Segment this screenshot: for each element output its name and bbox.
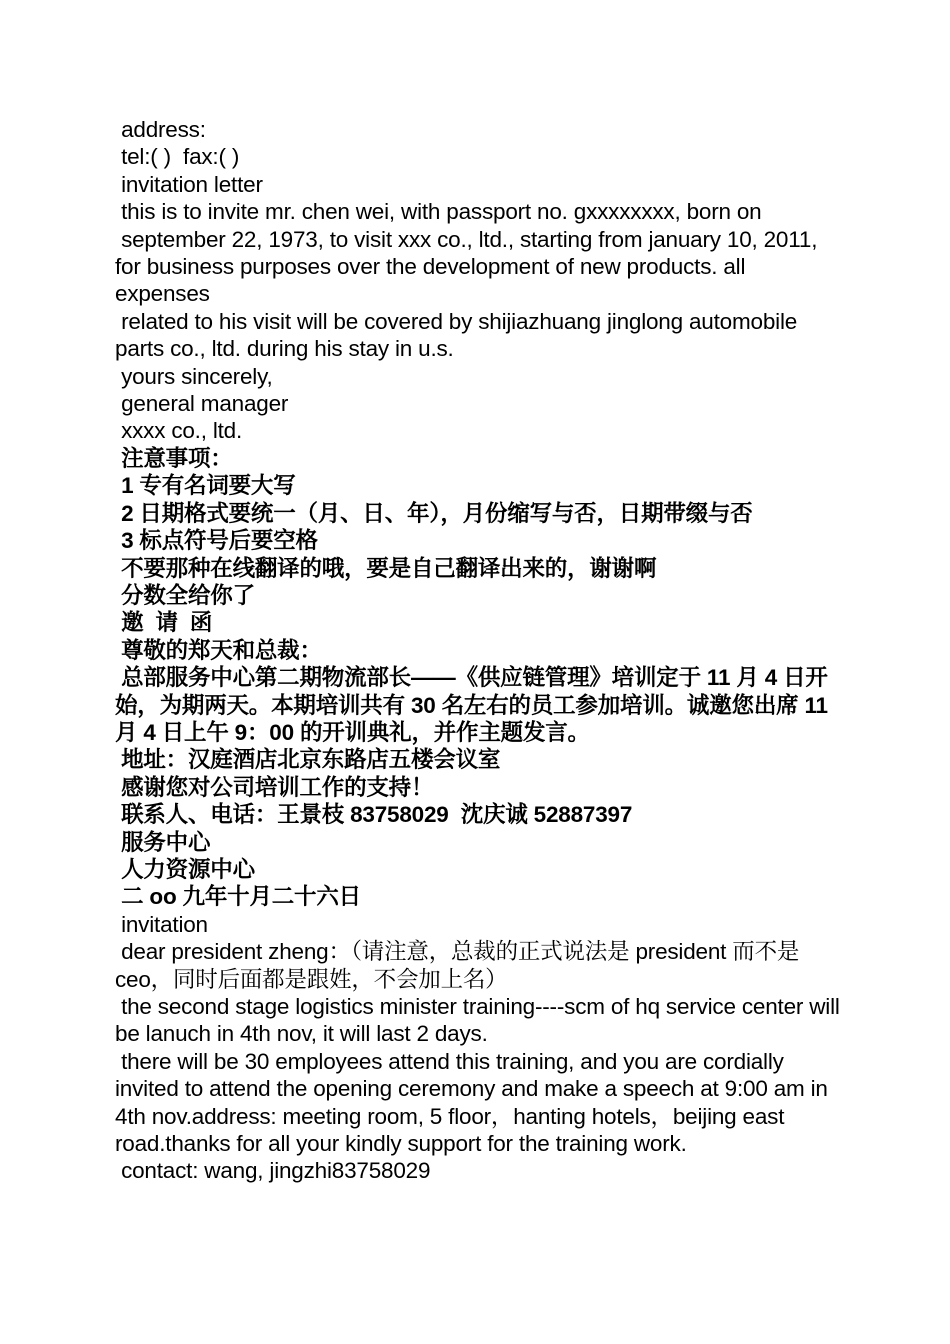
text-line: general manager [115, 391, 289, 417]
text-line: 尊敬的郑天和总裁： [115, 637, 322, 663]
text-line: tel:( ) fax:( ) [115, 144, 240, 170]
text-line: 地址：汉庭酒店北京东路店五楼会议室 [115, 747, 501, 773]
text-line: dear president zheng：（请注意，总裁的正式说法是 president 而不是 ceo，同时后面都是跟姓，不会加上名） [115, 939, 806, 992]
text-line: yours sincerely, [115, 363, 273, 389]
text-line: invitation letter [115, 171, 263, 197]
text-line: 分数全给你了 [115, 582, 255, 608]
text-line: 联系人、电话：王景枝 83758029 沈庆诚 52887397 [115, 802, 633, 828]
text-line: this is to invite mr. chen wei, with passport no. gxxxxxxxx, born on [115, 199, 762, 225]
text-line: 总部服务中心第二期物流部长——《供应链管理》培训定于 11 月 4 日开始，为期两天。本期培训共有 30 名左右的员工参加培训。诚邀您出席 11 月 4 日上午 9：00 的开训典礼，并作主题发言。 [115, 665, 834, 745]
text-line: september 22, 1973, to visit xxx co., ltd., starting from january 10, 2011, for business purposes over the development of new products. all expenses [115, 226, 824, 307]
text-line: invitation [115, 911, 208, 937]
text-line: 3 标点符号后要空格 [115, 528, 318, 554]
text-line: related to his visit will be covered by shijiazhuang jinglong automobile parts co., ltd. during his stay in u.s. [115, 308, 804, 362]
text-line: 不要那种在线翻译的哦，要是自己翻译出来的，谢谢啊 [115, 555, 657, 581]
text-line: there will be 30 employees attend this training, and you are cordially invited to attend the opening ceremony and make a speech at 9:00 am in 4th nov.address: meeting room, 5 floor，hanting hotels，beijing east road.thanks for all your kindly support for the training work. [115, 1048, 834, 1157]
text-line: xxxx co., ltd. [115, 418, 243, 444]
text-line: 1 专有名词要大写 [115, 473, 296, 499]
text-line: contact: wang, jingzhi83758029 [115, 1158, 431, 1184]
heading-invitation-cn: 邀 请 函 [115, 610, 213, 636]
text-line: 服务中心 [115, 829, 211, 855]
text-line: 人力资源中心 [115, 856, 255, 882]
text-line: 2 日期格式要统一（月、日、年），月份缩写与否，日期带缀与否 [115, 500, 753, 526]
document-body [115, 116, 846, 1185]
text-line: 感谢您对公司培训工作的支持！ [115, 774, 434, 800]
text-line: the second stage logistics minister training----scm of hq service center will be lanuch in 4th nov, it will last 2 days. [115, 994, 846, 1047]
text-line: 注意事项： [115, 445, 233, 471]
text-line: address: [115, 117, 206, 142]
text-line: 二 oo 九年十月二十六日 [115, 884, 361, 910]
